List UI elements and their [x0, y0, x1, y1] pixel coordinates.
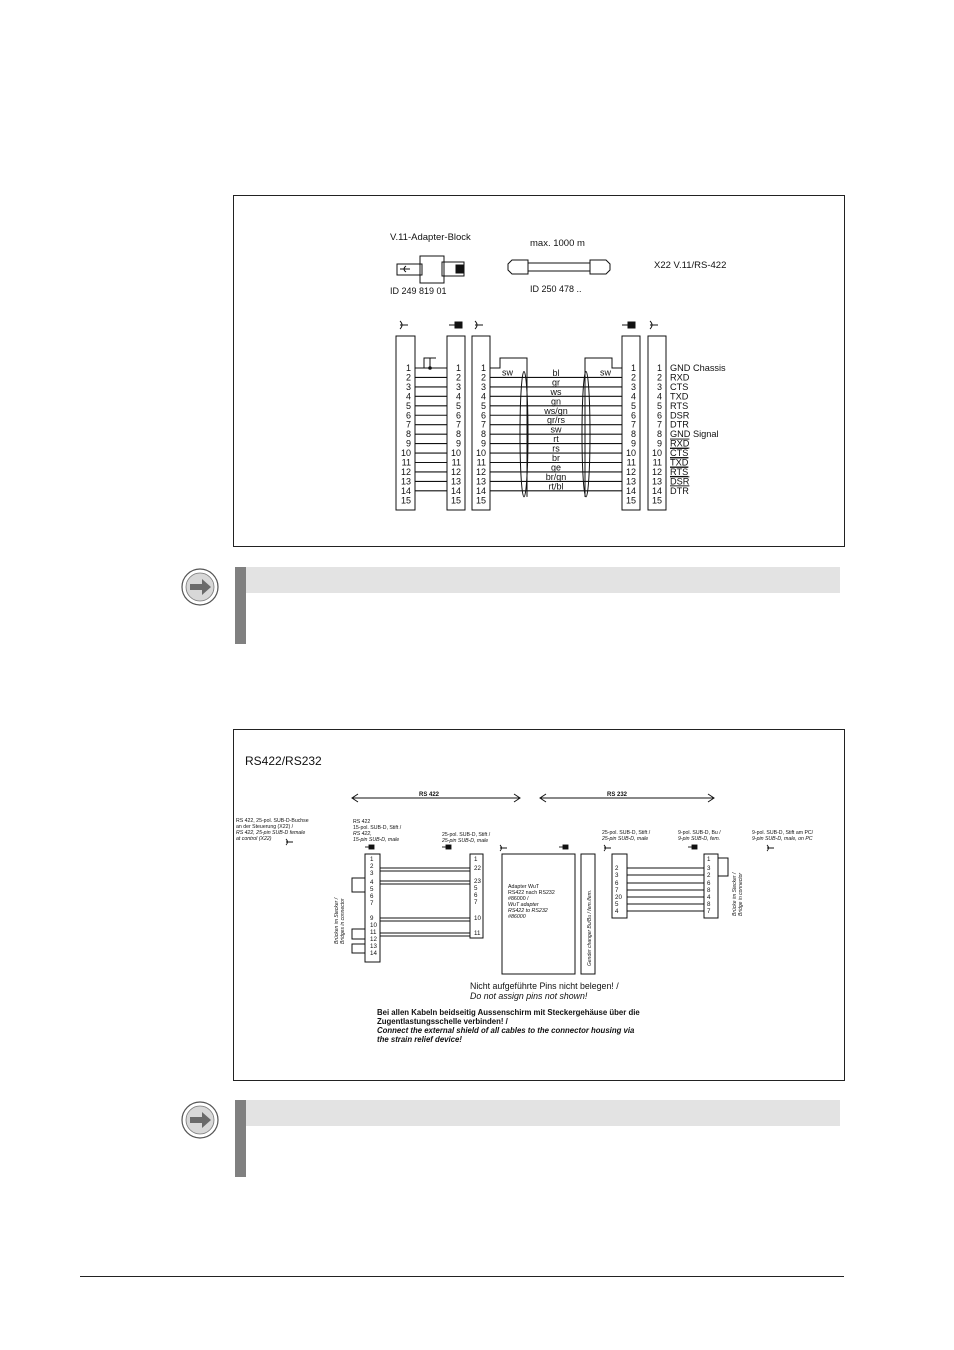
pin-number: 9 [630, 438, 636, 449]
pin-number: 5 [455, 400, 461, 411]
pin-number: 4 [656, 391, 662, 402]
signal-label: CTS [670, 381, 689, 392]
cable-length: max. 1000 m [530, 238, 585, 249]
shield-de: Bei allen Kabeln beidseitig Aussenschirm mit Steckergehäuse über die [377, 1008, 640, 1017]
pin-number: 2 [480, 372, 486, 383]
pin-number: 2 [615, 865, 619, 872]
pin-number: 1 [455, 363, 461, 373]
pin-number: 7 [630, 419, 636, 430]
signal-label: DSR [670, 410, 690, 421]
pin-number: 15 [400, 495, 411, 506]
pin-number: 8 [455, 429, 461, 440]
pin-number: 12 [475, 466, 486, 477]
bridge-left-3 [352, 944, 365, 953]
wire-color-label: ws/gn [544, 405, 568, 416]
pin-number: 5 [474, 885, 478, 892]
pin-number: 12 [370, 936, 377, 943]
pin-number: 7 [480, 419, 486, 430]
pin-number: 8 [480, 429, 486, 440]
desc-rs232-9-en: 9-pin SUB-D, fem. [678, 836, 721, 842]
pin-number: 3 [455, 381, 461, 392]
pin-number: 11 [451, 457, 461, 468]
shield-en2: the strain relief device! [377, 1035, 462, 1044]
pin-number: 15 [625, 495, 636, 506]
wiring-diagram-rs422-rs232 [234, 730, 844, 1080]
pin-number: 8 [630, 429, 636, 440]
pin-number: 9 [656, 438, 662, 449]
bridge-left-1 [352, 878, 365, 892]
pin-number: 14 [450, 485, 461, 496]
footer-rule [80, 1276, 844, 1277]
pin-number: 7 [474, 899, 478, 906]
adapter-line: #86000 [508, 914, 526, 920]
signal-label: TXD [670, 457, 689, 468]
bridge-left-de: Brücken im Stecker / [334, 897, 340, 944]
arrow-note-icon [180, 567, 220, 607]
wire-group [415, 358, 622, 497]
connector-descriptions [236, 818, 814, 844]
junction-dot [428, 366, 432, 370]
pin-number: 12 [400, 466, 411, 477]
pin-number: 22 [474, 865, 481, 872]
wire-color-label: ws [550, 386, 562, 397]
wire-color-label: br/gn [545, 471, 567, 482]
signal-label: DTR [670, 485, 689, 496]
pin-number: 10 [370, 922, 377, 929]
pin-number: 1 [707, 856, 711, 863]
desc-cable15-de2: 15-pol. SUB-D, Stift / [353, 825, 402, 831]
pin-number: 5 [656, 400, 662, 411]
pin-number: 11 [626, 457, 636, 468]
pin-number: 12 [625, 466, 636, 477]
note-header [246, 567, 840, 593]
pin-number: 7 [455, 419, 461, 430]
pin-number: 4 [370, 879, 374, 886]
pin-number: 11 [401, 457, 411, 468]
signal-label: RTS [670, 400, 689, 411]
signal-label: CTS [670, 448, 689, 459]
pin-number: 6 [474, 892, 478, 899]
wire-color-label: rs [552, 443, 560, 454]
desc-cable25-en: 25-pin SUB-D, male [442, 838, 489, 844]
wire-color-label: gr/rs [547, 415, 565, 426]
pin-number: 5 [480, 400, 486, 411]
adapter-line: WuT adapter [508, 902, 539, 908]
note-header [246, 1100, 840, 1126]
pin-number: 5 [405, 400, 411, 411]
pin-number: 9 [405, 438, 411, 449]
desc-rs232-25-de: 25-pol. SUB-D, Stift / [602, 830, 651, 836]
pin-number: 3 [615, 872, 619, 879]
pin-number: 15 [475, 495, 486, 506]
pin-number: 2 [455, 372, 461, 383]
pin-number: 8 [656, 429, 662, 440]
signal-label: RXD [670, 438, 690, 449]
pin-number: 5 [630, 400, 636, 411]
wire-group-2 [380, 868, 704, 936]
pin-number: 3 [405, 381, 411, 392]
pin-number: 10 [625, 448, 636, 459]
connector-title: X22 V.11/RS-422 [654, 260, 727, 271]
pin-number: 10 [474, 915, 481, 922]
adapter-line: RS422 nach RS232 [508, 890, 555, 896]
pin-number: 4 [480, 391, 486, 402]
pin-number: 6 [630, 410, 636, 421]
pin-number: 14 [625, 485, 636, 496]
note-en: Do not assign pins not shown! [470, 991, 588, 1001]
adapter-line: RS422 to RS232 [508, 908, 548, 914]
connector-blocks-2 [352, 854, 728, 974]
pin-number: 7 [656, 419, 662, 430]
rs232-range-label: RS 232 [607, 792, 628, 798]
pin-number: 4 [615, 908, 619, 915]
pin-number: 11 [652, 457, 662, 468]
pin-number: 8 [707, 887, 711, 894]
pin-number: 15 [651, 495, 662, 506]
pin-number: 23 [474, 878, 481, 885]
arrow-note-icon [180, 1100, 220, 1140]
pin-number: 2 [630, 372, 636, 383]
desc-control-en: RS 422, 25-pin SUB-D female [236, 830, 306, 836]
figure-title: RS422/RS232 [245, 754, 322, 768]
adapter-block-icon [397, 256, 464, 283]
bridge-left-2 [352, 929, 365, 939]
pin-number: 1 [474, 856, 478, 863]
pin-number: 4 [707, 894, 711, 901]
desc-rs232-25-en: 25-pin SUB-D, male [602, 836, 649, 842]
pin-number: 9 [480, 438, 486, 449]
pin-number: 11 [476, 457, 486, 468]
adapter-id: ID 249 819 01 [390, 286, 447, 296]
pin-number: 5 [615, 901, 619, 908]
desc-control-de2: an der Steuerung (X22) / [236, 824, 294, 830]
signal-label: DSR [670, 476, 690, 487]
pin-number: 4 [630, 391, 636, 402]
pin-number: 1 [480, 363, 486, 373]
figure-rs422-rs232-wiring [233, 729, 845, 1081]
pin-number: 7 [405, 419, 411, 430]
pin-number: 7 [370, 900, 374, 907]
pin-number: 13 [450, 476, 461, 487]
wire-color-label: gr [551, 377, 561, 388]
signal-label: DTR [670, 419, 689, 430]
pin-number: 14 [475, 485, 486, 496]
pin-number: 2 [370, 863, 374, 870]
wire-color-label: br [551, 453, 561, 463]
desc-control-en2: at control (X22) [236, 836, 272, 842]
wire-color-label: ge [550, 462, 562, 473]
pin-number: 14 [651, 485, 662, 496]
pin-number: 12 [651, 466, 662, 477]
pin-number: 1 [405, 363, 411, 373]
pin-number: 6 [707, 880, 711, 887]
note-box-2 [235, 1100, 840, 1177]
pin-number: 5 [370, 886, 374, 893]
signal-label: GND Chassis [670, 363, 726, 373]
note-box-1 [235, 567, 840, 644]
pin-number: 3 [370, 870, 374, 877]
desc-rs232-9-de: 9-pol. SUB-D, Bu / [678, 830, 721, 836]
shield-de2: Zugentlastungsschelle verbinden! / [377, 1017, 508, 1026]
pin-number: 8 [405, 429, 411, 440]
pin-number: 20 [615, 894, 622, 901]
pin-number: 9 [455, 438, 461, 449]
adapter-text [508, 884, 555, 920]
pin-number: 10 [400, 448, 411, 459]
pin-number: 3 [480, 381, 486, 392]
bridge-right [718, 858, 728, 876]
desc-pc-en: 9-pin SUB-D, male, on PC [752, 836, 813, 842]
pin-number: 11 [370, 929, 377, 936]
pin-number: 3 [630, 381, 636, 392]
desc-control-de: RS 422, 25-pol. SUB-D-Buchse [236, 818, 309, 824]
pin-number: 13 [475, 476, 486, 487]
bridge-right-de: Brücke im Stecker / [732, 872, 738, 916]
desc-pc-de: 9-pol. SUB-D, Stift am PC/ [752, 830, 814, 836]
adapter-line: Adapter WuT [508, 884, 540, 890]
pin-number: 4 [405, 391, 411, 402]
pin-number: 2 [707, 872, 711, 879]
desc-cable25-de: 25-pol. SUB-D, Stift / [442, 832, 491, 838]
gender-changer-label: Gender changer Bu/Bu / fem./fem. [587, 889, 593, 966]
desc-cable15-en2: 15-pin SUB-D, male [353, 837, 400, 843]
pin-number: 1 [630, 363, 636, 373]
note-bar [235, 1100, 246, 1177]
pin-number: 13 [370, 943, 377, 950]
pin-number: 11 [474, 930, 481, 937]
pin-number: 13 [651, 476, 662, 487]
figure-v11-adapter-wiring [233, 195, 845, 547]
bridge-left-en: Bridges in connector [340, 898, 346, 944]
pin-number: 10 [651, 448, 662, 459]
pin-number: 6 [615, 880, 619, 887]
pin-number: 13 [625, 476, 636, 487]
pin-number: 3 [707, 865, 711, 872]
note-de: Nicht aufgeführte Pins nicht belegen! / [470, 981, 619, 991]
pin-number: 6 [370, 893, 374, 900]
wire-color-label: rt [553, 434, 559, 445]
pin-number: 2 [656, 372, 662, 383]
wire-color-label: rt/bl [548, 481, 564, 492]
pin-number: 6 [656, 410, 662, 421]
pin-number: 15 [450, 495, 461, 506]
wiring-diagram-v11 [234, 196, 844, 546]
desc-cable15-de: RS 422 [353, 819, 371, 825]
pin-number: 7 [615, 887, 619, 894]
wire-color-label: sw [550, 424, 562, 435]
shield-en: Connect the external shield of all cables to the connector housing via [377, 1026, 635, 1035]
signal-label: TXD [670, 391, 689, 402]
pin-number: 6 [480, 410, 486, 421]
wire-color-label: bl [552, 367, 560, 378]
pin-number: 8 [707, 901, 711, 908]
note-bar [235, 567, 246, 644]
wire-color-label: gn [550, 396, 562, 407]
signal-label: RTS [670, 466, 689, 477]
cable-icon [508, 260, 610, 274]
pin-number: 7 [707, 908, 711, 915]
range-arrows [352, 794, 714, 802]
pin-number: 12 [450, 466, 461, 477]
pin-number: 1 [656, 363, 662, 373]
shield-label: sw [502, 367, 513, 378]
pin-number: 2 [405, 372, 411, 383]
pin-number: 10 [475, 448, 486, 459]
rs422-range-label: RS 422 [419, 792, 440, 798]
adapter-line: #86000 / [508, 896, 529, 902]
cable-id: ID 250 478 .. [530, 284, 582, 294]
adapter-title: V.11-Adapter-Block [390, 232, 471, 243]
pin-number: 14 [370, 950, 377, 957]
pin1-bridge [415, 358, 447, 368]
pin-number: 1 [370, 856, 374, 863]
pin-number: 10 [450, 448, 461, 459]
shield-label: sw [600, 367, 611, 378]
signal-label: RXD [670, 372, 690, 383]
pin-number: 4 [455, 391, 461, 402]
connector-symbols [400, 321, 658, 329]
pin-number: 6 [455, 410, 461, 421]
bridge-right-en: Bridge in connector [738, 872, 744, 916]
pin-number: 6 [405, 410, 411, 421]
signal-label: GND Signal [670, 429, 719, 440]
pin-number: 9 [370, 915, 374, 922]
desc-cable15-en: RS 422, [353, 831, 372, 837]
pin-number: 13 [400, 476, 411, 487]
pin-number: 14 [400, 485, 411, 496]
pin-number: 3 [656, 381, 662, 392]
